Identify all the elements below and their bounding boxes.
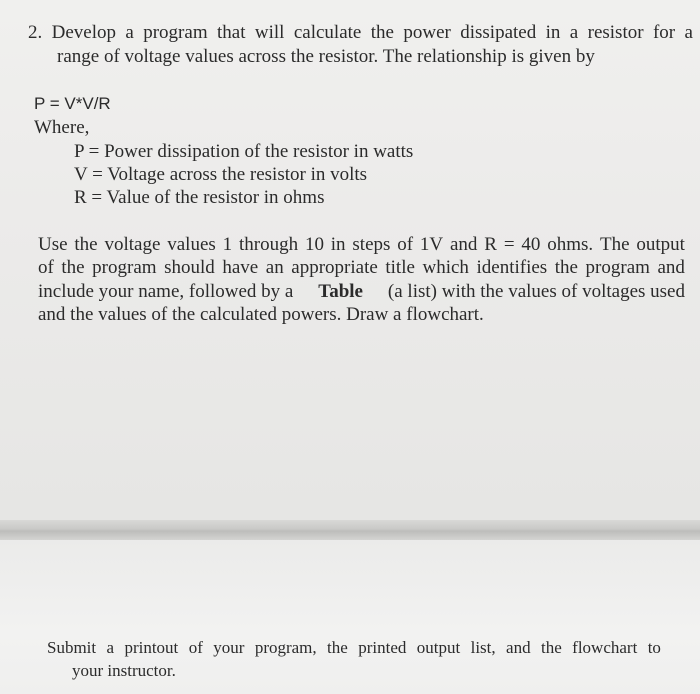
where-label: Where,	[34, 117, 90, 138]
power-formula: P = V*V/R	[34, 94, 111, 113]
page-separator	[0, 520, 700, 540]
definition-power: P = Power dissipation of the resistor in watts	[74, 141, 414, 162]
instructions-line-2: of the program should have an appropriate title which identifies the program and	[38, 257, 685, 278]
definition-voltage: V = Voltage across the resistor in volts	[74, 164, 368, 185]
submission-line-2: your instructor.	[72, 661, 176, 680]
instructions-line-1: Use the voltage values 1 through 10 in steps of 1V and R = 40 ohms. The output	[38, 234, 685, 255]
instructions-line-3-end: (a list) with the values of voltages used	[387, 281, 685, 302]
table-emphasis: Table	[318, 281, 363, 302]
instructions-line-3-start: include your name, followed by a	[38, 281, 294, 302]
definition-resistance: R = Value of the resistor in ohms	[74, 187, 325, 208]
instructions-line-3	[38, 281, 685, 303]
submission-line-1: Submit a printout of your program, the printed output list, and the flowchart to	[47, 638, 661, 657]
question-line-1: 2. Develop a program that will calculate the power dissipated in a resistor for a	[28, 22, 693, 43]
instructions-line-4: and the values of the calculated powers. Draw a flowchart.	[38, 304, 484, 325]
question-line-2: range of voltage values across the resistor. The relationship is given by	[57, 46, 595, 67]
